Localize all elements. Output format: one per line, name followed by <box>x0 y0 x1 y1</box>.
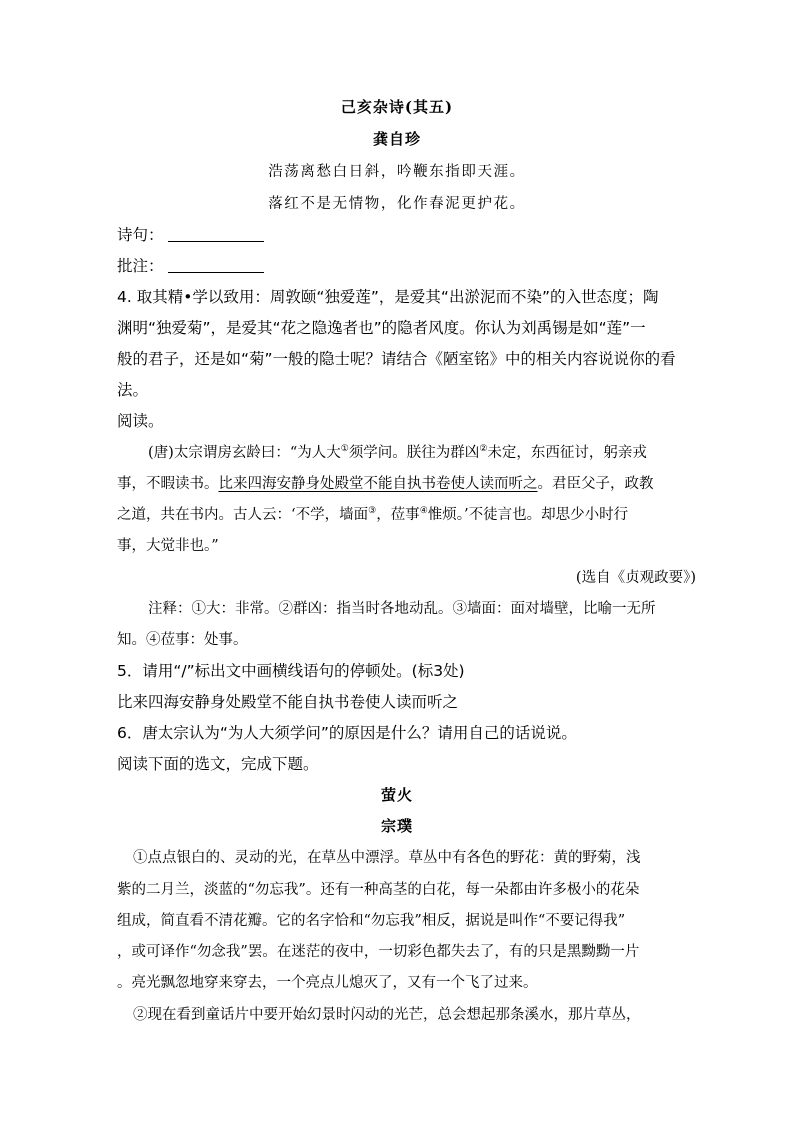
q5-prompt: 5．请用“/”标出文中画横线语句的停顿处。(标3处) <box>117 662 465 680</box>
essay-line-2: 紫的二月兰，淡蓝的“勿忘我”。还有一种高茎的白花，每一朵都由许多极小的花朵 <box>117 882 640 898</box>
essay-line-5: 。亮光飘忽地穿来穿去，一个亮点儿熄灭了，又有一个飞了过来。 <box>117 975 538 991</box>
poem-line-1: 浩荡离愁白日斜，吟鞭东指即天涯。 <box>268 164 526 180</box>
classical-text-segment: 事，不暇读书。 <box>117 476 219 492</box>
classical-text-line-2 <box>117 472 654 493</box>
notes-line-2: 知。④莅事：处事。 <box>117 632 248 648</box>
footnote-mark-4: ④ <box>419 506 428 517</box>
underlined-sentence: 比来四海安静身处殿堂不能自执书卷使人读而听之 <box>218 476 538 492</box>
footnote-mark-3: ③ <box>368 506 377 517</box>
pizhu-label: 批注： <box>117 257 164 275</box>
footnote-mark-1: ① <box>340 444 349 455</box>
q4-line-1: 4. 取其精•学以致用：周敦颐“独爱莲”，是爱其“出淤泥而不染”的入世态度；陶 <box>117 288 659 306</box>
shiju-answer-blank[interactable] <box>168 227 264 242</box>
essay-line-6: ②现在看到童话片中要开始幻景时闪动的光芒，总会想起那条溪水，那片草丛， <box>133 1007 641 1023</box>
classical-text-line-3 <box>117 503 628 524</box>
reading-label: 阅读。 <box>117 412 164 430</box>
classical-text-segment: 惟烦。’不徒言也。却思少小时行 <box>427 507 629 523</box>
q6-prompt: 6．唐太宗认为“为人大须学问”的原因是什么？请用自己的话说说。 <box>117 724 577 742</box>
essay-line-3: 组成，简直看不清花瓣。它的名字恰和“勿忘我”相反，据说是叫作“不要记得我” <box>117 913 626 929</box>
classical-text-segment: 未定，东西征讨，躬亲戎 <box>487 445 647 461</box>
source-citation: (选自《贞观政要》) <box>575 570 696 586</box>
poem-author: 龚自珍 <box>372 130 421 148</box>
classical-text-line-4: 事，大觉非也。” <box>117 538 219 554</box>
pizhu-fill-line <box>117 254 264 276</box>
poem-line-2: 落红不是无情物，化作春泥更护花。 <box>268 196 526 212</box>
q4-line-2: 渊明“独爱菊”，是爱其“花之隐逸者也”的隐者风度。你认为刘禹锡是如“莲”一 <box>117 319 646 337</box>
reading2-intro: 阅读下面的选文，完成下题。 <box>117 755 319 773</box>
q4-line-4: 法。 <box>117 381 149 399</box>
essay-author: 宗璞 <box>380 817 413 835</box>
classical-text-segment: (唐)太宗谓房玄龄曰：“为人大 <box>148 445 341 461</box>
shiju-fill-line <box>117 223 264 245</box>
classical-text-segment: ，莅事 <box>376 507 420 523</box>
essay-line-4: ，或可译作“勿念我”罢。在迷茫的夜中，一切彩色都失去了，有的只是黑黝黝一片 <box>117 944 640 960</box>
classical-text-segment: 。君臣父子，政教 <box>537 476 654 492</box>
poem-title: 己亥杂诗(其五) <box>340 98 454 116</box>
q5-sentence: 比来四海安静身处殿堂不能自执书卷使人读而听之 <box>117 693 459 711</box>
essay-title: 萤火 <box>380 786 413 804</box>
shiju-label: 诗句： <box>117 226 164 244</box>
pizhu-answer-blank[interactable] <box>168 258 264 273</box>
notes-line-1: 注释：①大：非常。②群凶：指当时各地动乱。③墙面：面对墙壁，比喻一无所 <box>148 601 656 617</box>
classical-text-line-1 <box>148 441 647 462</box>
classical-text-segment: 之道，共在书内。古人云：‘不学，墙面 <box>117 507 369 523</box>
q4-line-3: 般的君子，还是如“菊”一般的隐士呢？请结合《陋室铭》中的相关内容说说你的看 <box>117 350 676 368</box>
footnote-mark-2: ② <box>479 444 488 455</box>
essay-line-1: ①点点银白的、灵动的光，在草丛中漂浮。草丛中有各色的野花：黄的野菊，浅 <box>133 850 641 866</box>
classical-text-segment: 须学问。朕往为群凶 <box>348 445 480 461</box>
